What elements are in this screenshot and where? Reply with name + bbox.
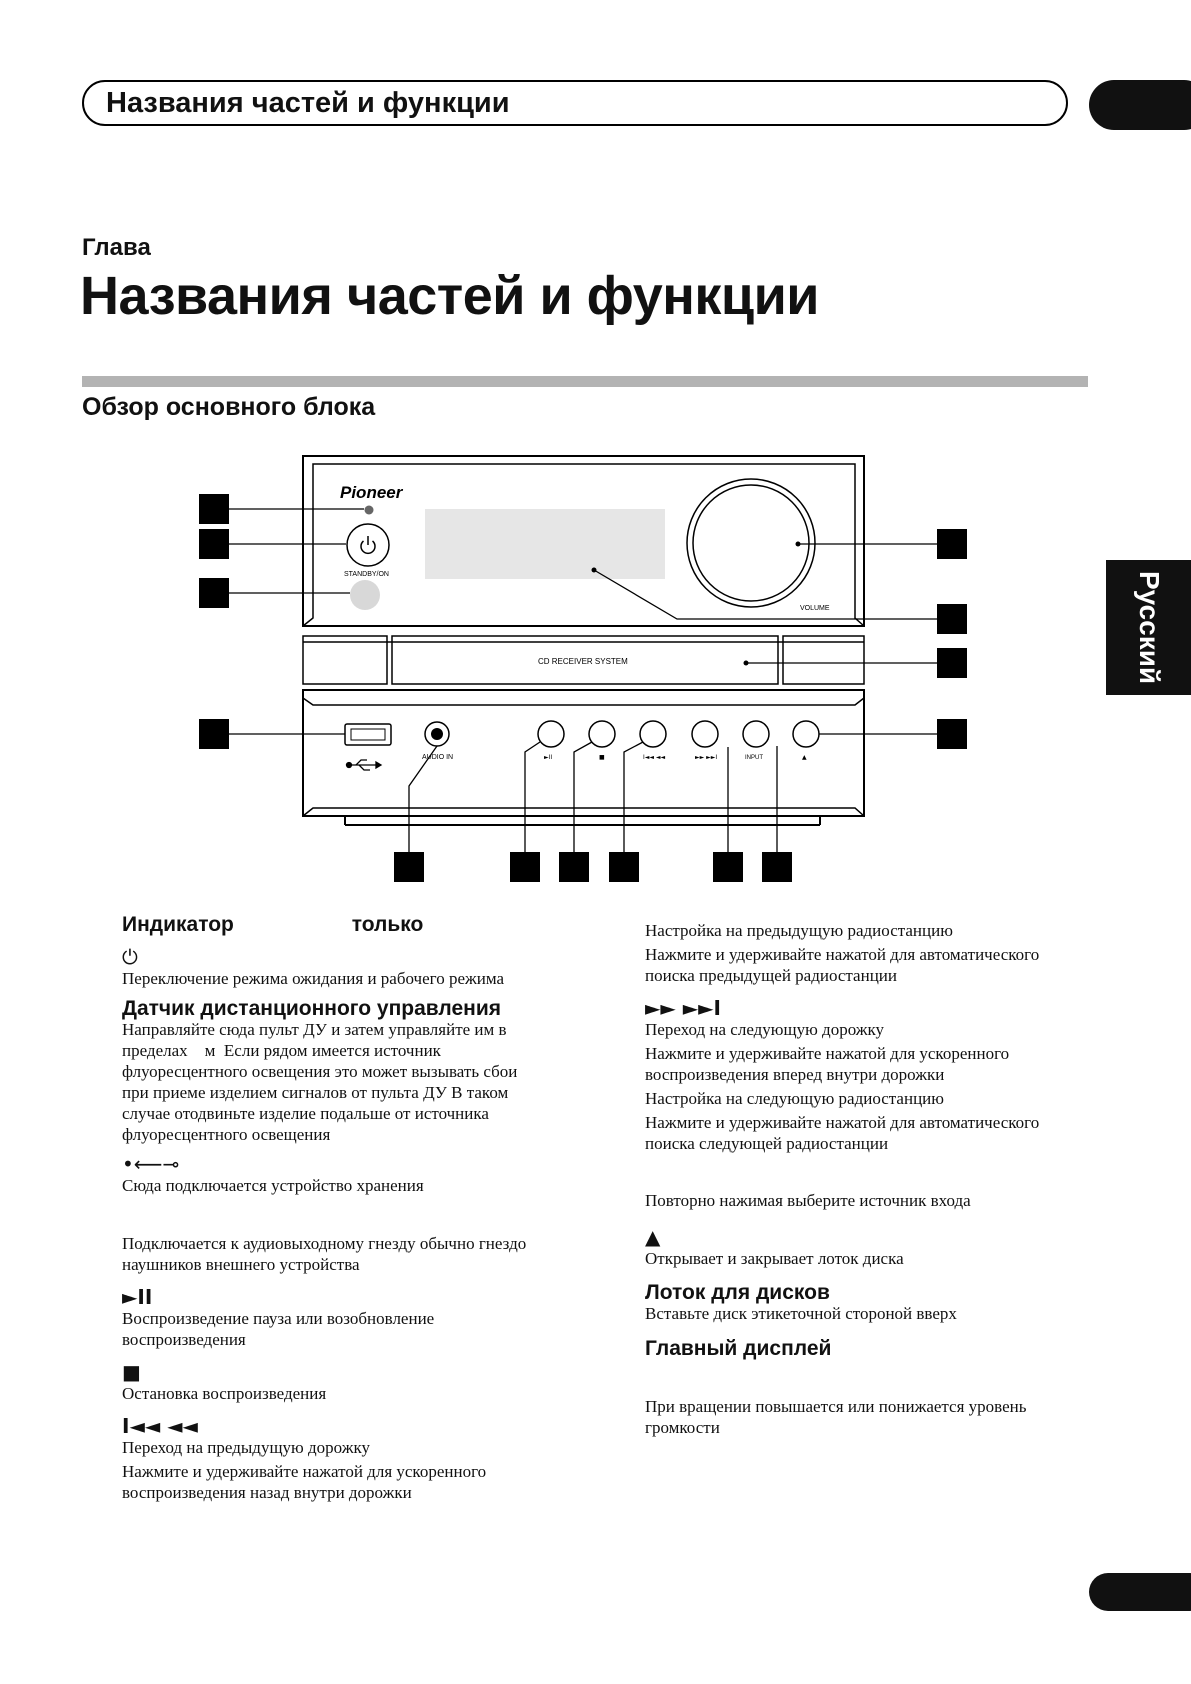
remote-line-5: случае отодвиньте изделие подальше от источника	[122, 1104, 489, 1123]
prev-desc: Переход на предыдущую дорожку	[122, 1438, 370, 1457]
volume-knob-inner	[693, 485, 809, 601]
next-hold-2: воспроизведения вперед внутри дорожки	[645, 1065, 945, 1084]
next-station: Настройка на следующую радиостанцию	[645, 1089, 944, 1108]
remote-sensor	[350, 580, 380, 610]
right-column	[645, 920, 1085, 1438]
prev-station: Настройка на предыдущую радиостанцию	[645, 921, 953, 940]
remote-line-6: флуоресцентного освещения	[122, 1125, 331, 1144]
prev-station-hold-1: Нажмите и удерживайте нажатой для автоматического	[645, 945, 1040, 964]
left-column	[122, 914, 622, 1503]
stop-label: ■	[599, 754, 605, 761]
input-label: INPUT	[745, 755, 763, 761]
page-number-tab	[1089, 1573, 1191, 1611]
stop-symbol: ■	[122, 1360, 141, 1384]
remote-line-4: при приеме изделием сигналов от пульта ДУ В таком	[122, 1083, 509, 1102]
standby-label: STANDBY/ON	[344, 571, 389, 578]
prev-station-hold-2: поиска предыдущей радиостанции	[645, 966, 897, 985]
eject-symbol: ▲	[645, 1225, 661, 1249]
usb-desc: Сюда подключается устройство хранения	[122, 1176, 424, 1195]
eject-label: ▲	[802, 754, 807, 761]
next-station-hold-2: поиска следующей радиостанции	[645, 1134, 889, 1153]
tray-desc: Вставьте диск этикеточной стороной вверх	[645, 1304, 957, 1323]
main-display	[425, 509, 665, 579]
prev-hold-line-2: воспроизведения назад внутри дорожки	[122, 1483, 412, 1502]
input-button	[743, 721, 769, 747]
stop-desc: Остановка воспроизведения	[122, 1384, 327, 1403]
brand-logo: Pioneer	[340, 483, 403, 502]
eject-button	[793, 721, 819, 747]
audio-in-jack-hole	[431, 728, 443, 740]
prev-button	[640, 721, 666, 747]
prev-label: I◄◄ ◄◄	[643, 754, 666, 761]
remote-line-1: Направляйте сюда пульт ДУ и затем управляйте им в	[122, 1020, 507, 1039]
power-icon	[361, 536, 375, 553]
remote-line-3: флуоресцентного освещения это может вызывать сбои	[122, 1062, 518, 1081]
play-line-2: воспроизведения	[122, 1330, 246, 1349]
chapter-label: Глава	[82, 234, 151, 261]
standby-desc: Переключение режима ожидания и рабочего режима	[122, 969, 505, 988]
prev-hold-line-1: Нажмите и удерживайте нажатой для ускоренного	[122, 1462, 487, 1481]
chapter-title: Названия частей и функции	[80, 266, 819, 326]
next-symbol: ►► ►►I	[645, 996, 721, 1020]
power-indicator	[365, 506, 374, 515]
next-track: Переход на следующую дорожку	[645, 1020, 885, 1039]
play-pause-button	[538, 721, 564, 747]
standby-symbol: ⏻	[122, 945, 138, 969]
next-station-hold-1: Нажмите и удерживайте нажатой для автоматического	[645, 1113, 1040, 1132]
indicator-heading-b: только	[351, 913, 424, 936]
remote-line-2: пределах м Если рядом имеется источник	[122, 1041, 441, 1060]
play-line-1: Воспроизведение пауза или возобновление	[122, 1309, 435, 1328]
section-title: Обзор основного блока	[82, 393, 376, 421]
next-label: ►► ►►I	[695, 754, 718, 761]
remote-heading: Датчик дистанционного управления	[122, 997, 502, 1020]
play-pause-label: ►II	[544, 754, 553, 761]
usb-icon	[347, 760, 382, 770]
prev-symbol: I◄◄ ◄◄	[122, 1414, 198, 1438]
display-heading: Главный дисплей	[645, 1337, 832, 1360]
tray-label: CD RECEIVER SYSTEM	[538, 657, 628, 666]
language-tab-label: Русский	[1134, 571, 1165, 685]
input-desc: Повторно нажимая выберите источник входа	[645, 1191, 971, 1210]
volume-label: VOLUME	[800, 605, 830, 612]
stop-button	[589, 721, 615, 747]
play-symbol: ►II	[122, 1285, 153, 1309]
header-title: Названия частей и функции	[106, 87, 510, 119]
indicator-heading	[122, 914, 622, 935]
device-lower-body	[303, 690, 864, 825]
eject-desc: Открывает и закрывает лоток диска	[645, 1249, 904, 1268]
indicator-heading-a: Индикатор	[122, 913, 234, 936]
tray-heading: Лоток для дисков	[645, 1281, 830, 1304]
audioin-line-1: Подключается к аудиовыходному гнезду обычно гнездо	[122, 1234, 527, 1253]
next-button	[692, 721, 718, 747]
next-hold-1: Нажмите и удерживайте нажатой для ускоренного	[645, 1044, 1010, 1063]
usb-symbol: •⟵⊸	[122, 1152, 180, 1176]
volume-line-1: При вращении повышается или понижается уровень	[645, 1397, 1027, 1416]
usb-port-inner	[351, 729, 385, 740]
volume-line-2: громкости	[645, 1418, 720, 1437]
audio-in-label: AUDIO IN	[422, 754, 454, 761]
usb-port	[345, 724, 391, 745]
audioin-line-2: наушников внешнего устройства	[122, 1255, 360, 1274]
